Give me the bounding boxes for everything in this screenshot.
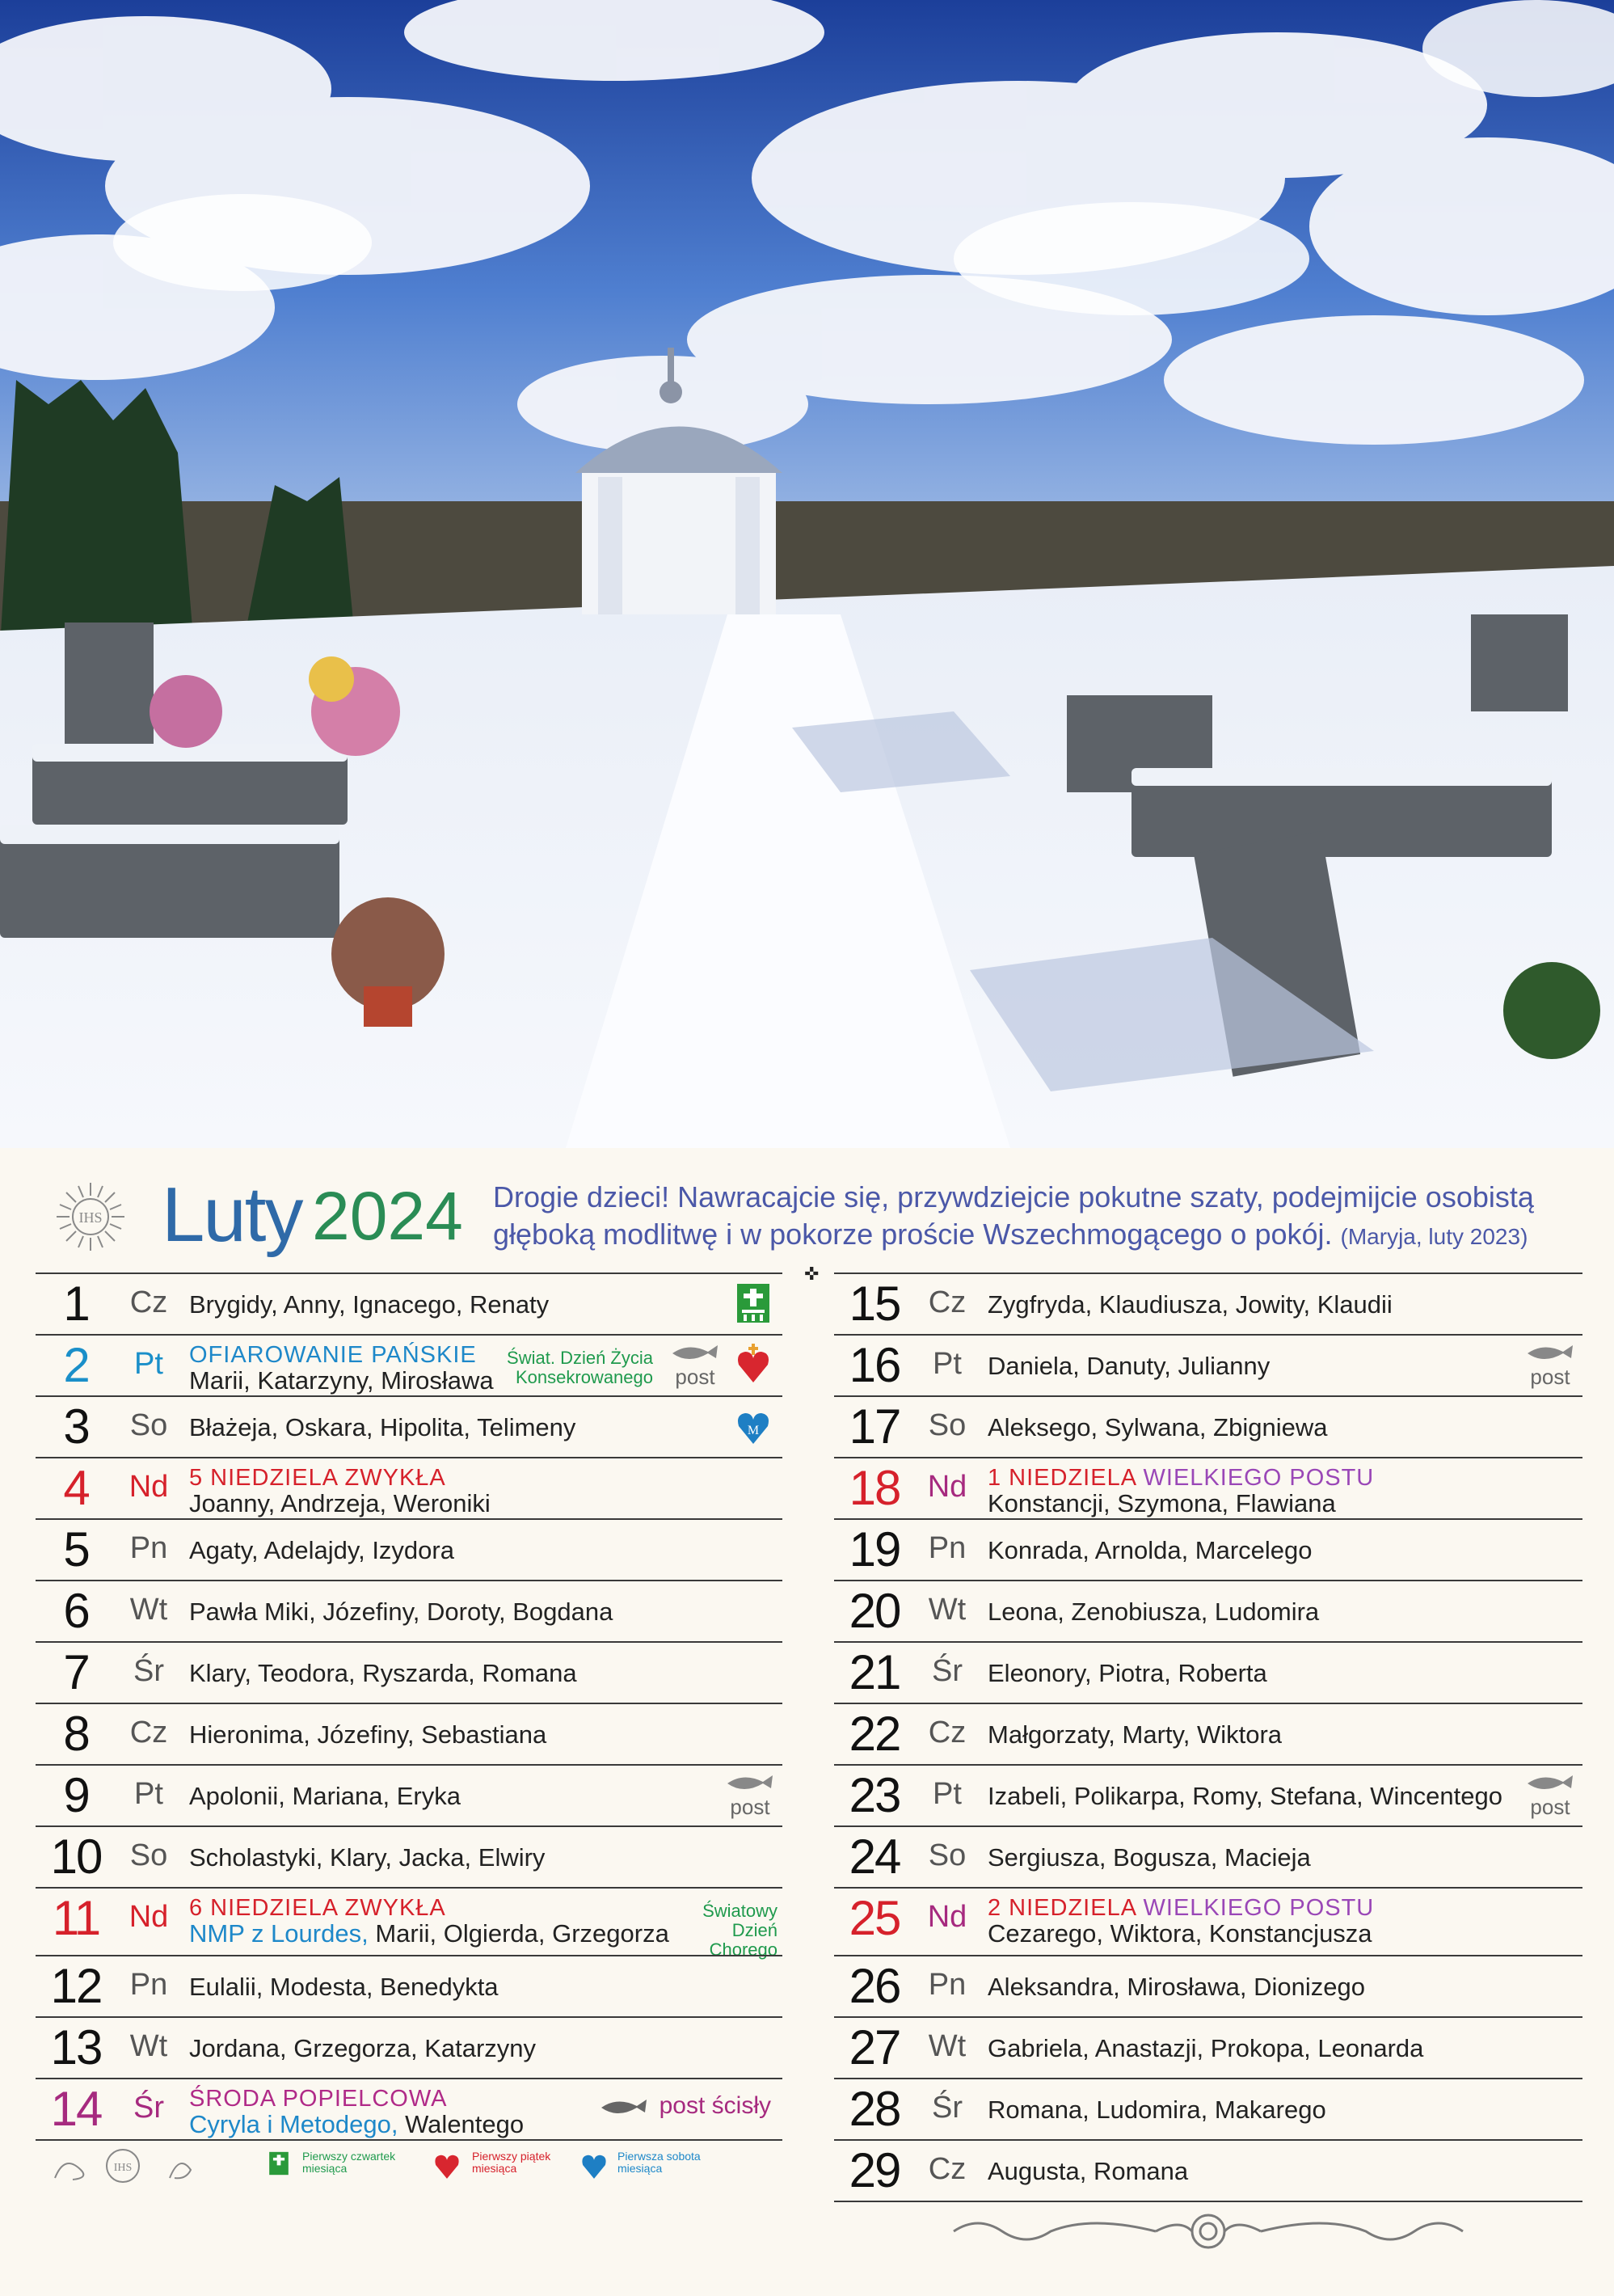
- day-number: 22: [849, 1707, 900, 1761]
- name-days: Eleonory, Piotra, Roberta: [988, 1659, 1267, 1687]
- name-days: Gabriela, Anastazji, Prokopa, Leonarda: [988, 2034, 1424, 2062]
- legend: [48, 2146, 776, 2186]
- cross-ornament-icon: ✜: [804, 1264, 820, 1284]
- names-text: Joanny, Andrzeja, Weroniki: [189, 1489, 491, 1517]
- feast-season: WIELKIEGO POSTU: [1143, 1465, 1375, 1491]
- day-of-week: Nd: [927, 1900, 967, 1934]
- post-label: post: [675, 1365, 715, 1389]
- name-days: [189, 1895, 669, 1947]
- day-of-week: Nd: [129, 1470, 169, 1504]
- day-row: [36, 1457, 782, 1518]
- day-number: 7: [63, 1645, 89, 1699]
- name-days: Scholastyki, Klary, Jacka, Elwiry: [189, 1843, 546, 1872]
- post-label: post: [1530, 1365, 1570, 1389]
- feast-title: 1 NIEDZIELA: [988, 1465, 1136, 1491]
- feast-season: WIELKIEGO POSTU: [1143, 1895, 1375, 1921]
- day-row: [36, 1641, 782, 1703]
- ihs-logo-icon: [50, 1176, 131, 1257]
- sacred-heart-icon: [735, 1344, 771, 1386]
- decorative-flourish-icon: [946, 2207, 1471, 2256]
- day-number: 8: [63, 1707, 89, 1761]
- day-row: [36, 1580, 782, 1641]
- immaculate-heart-icon: [735, 1405, 771, 1447]
- observance-note: Świat. Dzień Życia Konsekrowanego: [507, 1348, 653, 1387]
- name-days: [988, 1465, 1374, 1517]
- name-days: Augusta, Romana: [988, 2157, 1189, 2185]
- quote-source: (Maryja, luty 2023): [1340, 1224, 1528, 1249]
- legend-first-thursday: Pierwszy czwartek miesiąca: [302, 2150, 396, 2175]
- name-days: Klary, Teodora, Ryszarda, Romana: [189, 1659, 577, 1687]
- feast-title: ŚRODA POPIELCOWA: [189, 2086, 448, 2112]
- day-number: 1: [63, 1277, 89, 1331]
- observance-note: Światowy Dzień Chorego: [702, 1901, 778, 1960]
- day-number: 16: [849, 1338, 900, 1392]
- feast-title: 2 NIEDZIELA: [988, 1895, 1136, 1921]
- first-friday-legend-icon: [433, 2149, 461, 2181]
- svg-text:IHS: IHS: [78, 1209, 103, 1226]
- names-text: Marii, Olgierda, Grzegorza: [375, 1919, 669, 1948]
- day-row: [36, 1334, 782, 1395]
- first-thursday-legend-icon: [268, 2147, 289, 2180]
- day-of-week: Pt: [134, 1347, 163, 1381]
- day-of-week: Cz: [928, 1716, 967, 1749]
- day-number: 14: [50, 2082, 102, 2136]
- day-number: 23: [849, 1768, 900, 1822]
- feast-title: OFIAROWANIE PAŃSKIE: [189, 1342, 477, 1368]
- names-text: Marii, Katarzyny, Mirosława: [189, 1366, 494, 1395]
- day-row: [36, 1273, 782, 1334]
- feast-title: 6 NIEDZIELA ZWYKŁA: [189, 1895, 446, 1921]
- day-number: 19: [849, 1522, 900, 1576]
- name-days: [189, 1465, 491, 1517]
- day-number: 17: [849, 1399, 900, 1454]
- day-number: 27: [849, 2020, 900, 2074]
- day-row: [834, 1764, 1582, 1825]
- day-number: 24: [849, 1830, 900, 1884]
- names-text: Cezarego, Wiktora, Konstancjusza: [988, 1919, 1372, 1948]
- name-days: Hieronima, Józefiny, Sebastiana: [189, 1720, 547, 1749]
- day-of-week: Cz: [928, 1285, 967, 1319]
- day-of-week: So: [129, 1408, 168, 1442]
- name-days: [189, 1342, 494, 1394]
- day-number: 4: [63, 1461, 89, 1515]
- fasting-icon: [1524, 1340, 1576, 1391]
- day-row: [36, 1825, 782, 1887]
- day-number: 26: [849, 1959, 900, 2013]
- day-of-week: Wt: [129, 2029, 168, 2063]
- fasting-icon: [1524, 1771, 1576, 1821]
- day-row: [834, 2139, 1582, 2202]
- name-days: Daniela, Danuty, Julianny: [988, 1352, 1271, 1380]
- month-title: Luty: [162, 1171, 302, 1258]
- day-of-week: Śr: [133, 2091, 164, 2125]
- day-number: 15: [849, 1277, 900, 1331]
- day-number: 18: [849, 1461, 900, 1515]
- day-row: [36, 1955, 782, 2016]
- days-column-right: [834, 1273, 1582, 2202]
- name-days: Aleksandra, Mirosława, Dionizego: [988, 1973, 1365, 2001]
- day-of-week: Pt: [933, 1347, 962, 1381]
- day-number: 29: [849, 2143, 900, 2197]
- day-number: 20: [849, 1584, 900, 1638]
- day-number: 10: [50, 1830, 102, 1884]
- day-row: [36, 1703, 782, 1764]
- day-of-week: So: [928, 1408, 967, 1442]
- names-text: Konstancji, Szymona, Flawiana: [988, 1489, 1336, 1517]
- day-row: [834, 1518, 1582, 1580]
- legend-first-friday: Pierwszy piątek miesiąca: [472, 2150, 551, 2175]
- monthly-quote: [493, 1179, 1568, 1256]
- day-of-week: Cz: [129, 1716, 168, 1749]
- day-of-week: Pn: [928, 1968, 967, 2002]
- day-row: [834, 2078, 1582, 2139]
- days-column-left: [36, 1273, 782, 2141]
- day-number: 11: [52, 1891, 100, 1945]
- day-of-week: Pn: [129, 1531, 168, 1565]
- day-of-week: Śr: [932, 2091, 963, 2125]
- first-saturday-legend-icon: [580, 2149, 608, 2181]
- svg-text:IHS: IHS: [113, 2162, 133, 2174]
- day-number: 3: [63, 1399, 89, 1454]
- day-of-week: Śr: [133, 1654, 164, 1688]
- feast-title: 5 NIEDZIELA ZWYKŁA: [189, 1465, 446, 1491]
- first-thursday-icon: [735, 1282, 771, 1324]
- day-row: [834, 1641, 1582, 1703]
- name-days: Izabeli, Polikarpa, Romy, Stefana, Wincentego: [988, 1782, 1502, 1810]
- day-number: 28: [849, 2082, 900, 2136]
- day-number: 25: [849, 1891, 900, 1945]
- day-of-week: Nd: [129, 1900, 169, 1934]
- post-label: post: [730, 1795, 770, 1819]
- day-of-week: Pt: [134, 1777, 163, 1811]
- day-of-week: Wt: [928, 2029, 967, 2063]
- name-days: [988, 1895, 1374, 1947]
- name-days: Eulalii, Modesta, Benedykta: [189, 1973, 499, 2001]
- names-lead: Cyryla i Metodego,: [189, 2110, 398, 2138]
- day-row: [36, 1764, 782, 1825]
- day-of-week: Cz: [129, 1285, 168, 1319]
- name-days: Zygfryda, Klaudiusza, Jowity, Klaudii: [988, 1290, 1393, 1319]
- day-of-week: Pn: [928, 1531, 967, 1565]
- name-days: Leona, Zenobiusza, Ludomira: [988, 1597, 1320, 1626]
- names-text: Walentego: [405, 2110, 525, 2138]
- day-of-week: Śr: [932, 1654, 963, 1688]
- day-row: [834, 1825, 1582, 1887]
- day-row: [36, 1395, 782, 1457]
- name-days: Brygidy, Anny, Ignacego, Renaty: [189, 1290, 550, 1319]
- fish-icon: [596, 2095, 652, 2119]
- fasting-icon: [669, 1340, 721, 1391]
- day-number: 2: [63, 1338, 89, 1392]
- name-days: Błażeja, Oskara, Hipolita, Telimeny: [189, 1413, 576, 1441]
- day-number: 6: [63, 1584, 89, 1638]
- day-number: 21: [849, 1645, 900, 1699]
- name-days: Pawła Miki, Józefiny, Doroty, Bogdana: [189, 1597, 613, 1626]
- day-row: [36, 2078, 782, 2141]
- day-row: [834, 1273, 1582, 1334]
- day-of-week: So: [928, 1838, 967, 1872]
- quote-text: Drogie dzieci! Nawracajcie się, przywdziejcie pokutne szaty, podejmijcie osobistą głęboką modlitwę i w pokorze proście Wszechmogącego o pokój.: [493, 1180, 1534, 1251]
- day-of-week: Wt: [129, 1593, 168, 1627]
- day-of-week: Nd: [927, 1470, 967, 1504]
- name-days: Jordana, Grzegorza, Katarzyny: [189, 2034, 537, 2062]
- name-days: Małgorzaty, Marty, Wiktora: [988, 1720, 1283, 1749]
- name-days: Sergiusza, Bogusza, Macieja: [988, 1843, 1311, 1872]
- day-number: 13: [50, 2020, 102, 2074]
- floral-ornament-icon: [48, 2146, 194, 2186]
- day-of-week: So: [129, 1838, 168, 1872]
- day-of-week: Cz: [928, 2152, 967, 2186]
- strict-fast-label: [596, 2092, 771, 2120]
- day-row: [834, 1580, 1582, 1641]
- day-row: [834, 2016, 1582, 2078]
- day-of-week: Pt: [933, 1777, 962, 1811]
- day-row: [834, 1703, 1582, 1764]
- name-days: Aleksego, Sylwana, Zbigniewa: [988, 1413, 1328, 1441]
- day-row: [36, 1518, 782, 1580]
- day-of-week: Wt: [928, 1593, 967, 1627]
- post-label: post: [1530, 1795, 1570, 1819]
- name-days: Romana, Ludomira, Makarego: [988, 2096, 1326, 2124]
- names-lead: NMP z Lourdes,: [189, 1919, 369, 1948]
- day-row: [834, 1395, 1582, 1457]
- fasting-icon: [724, 1771, 776, 1821]
- day-row: [36, 1887, 782, 1960]
- day-number: 12: [50, 1959, 102, 2013]
- legend-first-saturday: Pierwsza sobota miesiąca: [617, 2150, 701, 2175]
- name-days: Agaty, Adelajdy, Izydora: [189, 1536, 454, 1564]
- name-days: [189, 2086, 524, 2138]
- day-row: [834, 1334, 1582, 1395]
- day-number: 9: [63, 1768, 89, 1822]
- svg-text:M: M: [747, 1424, 760, 1437]
- name-days: Apolonii, Mariana, Eryka: [189, 1782, 461, 1810]
- day-row: [834, 1887, 1582, 1955]
- year-title: 2024: [312, 1178, 463, 1254]
- day-number: 5: [63, 1522, 89, 1576]
- day-of-week: Pn: [129, 1968, 168, 2002]
- day-row: [834, 1955, 1582, 2016]
- name-days: Konrada, Arnolda, Marcelego: [988, 1536, 1313, 1564]
- day-row: [36, 2016, 782, 2078]
- day-row: [834, 1457, 1582, 1518]
- post-strict-text: post ścisły: [659, 2092, 771, 2119]
